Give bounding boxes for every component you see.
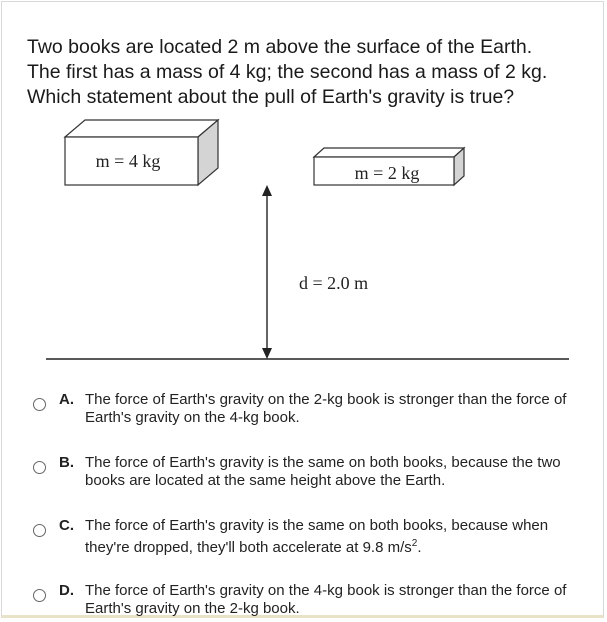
option-c-text-main: they're dropped, they'll both accelerate at 9.8 m/s: [85, 539, 412, 556]
option-a-letter: A.: [59, 391, 74, 408]
option-d-radio[interactable]: [33, 589, 46, 602]
option-c-letter: C.: [59, 517, 74, 534]
books-diagram: [2, 2, 605, 372]
book-2kg-label: m = 2 kg: [354, 163, 420, 183]
option-d-text: Earth's gravity on the 2-kg book.: [85, 600, 300, 617]
option-a-text: Earth's gravity on the 4-kg book.: [85, 409, 300, 426]
option-a[interactable]: [33, 391, 593, 429]
option-d-text: The force of Earth's gravity on the 4-kg book is stronger than the force of: [85, 582, 567, 599]
question-line: Which statement about the pull of Earth's gravity is true?: [27, 86, 515, 108]
book-4kg: [65, 120, 218, 185]
option-b-letter: B.: [59, 454, 74, 471]
option-b-text: books are located at the same height above the Earth.: [85, 472, 446, 489]
option-c-text: The force of Earth's gravity is the same on both books, because when: [85, 517, 549, 534]
option-c[interactable]: [33, 517, 593, 557]
question-card: [1, 1, 604, 618]
option-d-letter: D.: [59, 582, 74, 599]
option-c-text: [85, 535, 595, 557]
question-line: Two books are located 2 m above the surface of the Earth.: [27, 36, 533, 58]
option-b-text: The force of Earth's gravity is the same on both books, because the two: [85, 454, 561, 471]
book-2kg: [314, 148, 464, 185]
option-c-period: .: [417, 539, 422, 556]
distance-arrow: [262, 185, 272, 359]
option-b[interactable]: [33, 454, 593, 492]
option-d[interactable]: [33, 582, 593, 618]
distance-label: d = 2.0 m: [299, 273, 369, 293]
option-c-radio[interactable]: [33, 524, 46, 537]
question-line: The first has a mass of 4 kg; the second has a mass of 2 kg.: [27, 61, 548, 83]
book-4kg-label: m = 4 kg: [95, 151, 161, 171]
option-b-radio[interactable]: [33, 461, 46, 474]
option-a-radio[interactable]: [33, 398, 46, 411]
option-c-superscript: 2: [411, 538, 418, 549]
option-a-text: The force of Earth's gravity on the 2-kg book is stronger than the force of: [85, 391, 567, 408]
